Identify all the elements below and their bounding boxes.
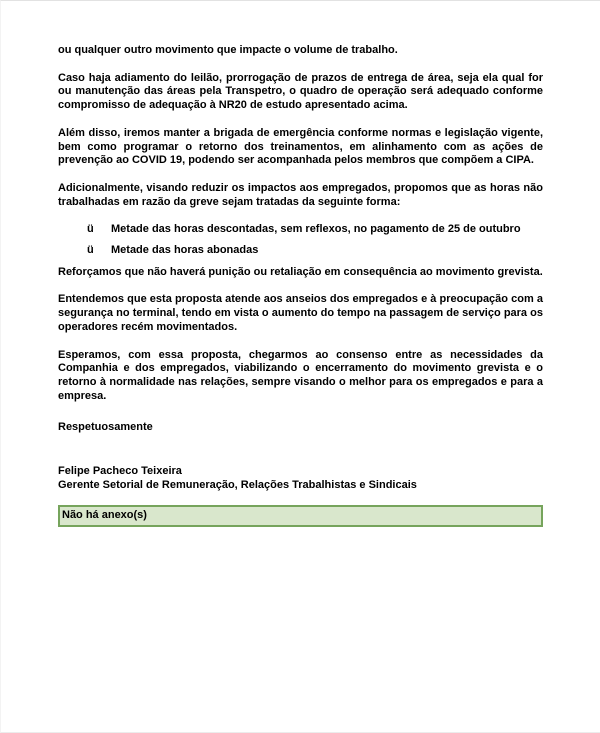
closing-salutation: Respetuosamente bbox=[58, 421, 153, 434]
signature-block bbox=[58, 465, 543, 492]
paragraph: ou qualquer outro movimento que impacte o volume de trabalho. bbox=[58, 44, 398, 56]
signature-role: Gerente Setorial de Remuneração, Relações Trabalhistas e Sindicais bbox=[58, 478, 417, 491]
paragraph: Reforçamos que não haverá punição ou retaliação em consequência ao movimento grevista. bbox=[58, 265, 543, 278]
list-item bbox=[87, 223, 543, 237]
bullet-list bbox=[58, 223, 543, 257]
paragraph: Além disso, iremos manter a brigada de emergência conforme normas e legislação vigente, bem como programar o retorno dos treinamentos, em alinhamento com as ações de prevenção ao COVID 19, podendo ser acompanhada pelos membros que compõem a CIPA. bbox=[58, 126, 543, 167]
list-item bbox=[87, 244, 543, 258]
list-item-text: Metade das horas descontadas, sem reflexos, no pagamento de 25 de outubro bbox=[111, 223, 521, 236]
paragraph: Esperamos, com essa proposta, chegarmos ao consenso entre as necessidades da Companhia e dos empregados, viabilizando o encerramento do movimento grevista e o retorno à normalidade nas relações, sempre visando o melhor para os empregados e para a empresa. bbox=[58, 348, 543, 402]
list-item-text: Metade das horas abonadas bbox=[111, 244, 259, 257]
letter-body bbox=[1, 1, 600, 527]
paragraph: Adicionalmente, visando reduzir os impactos aos empregados, propomos que as horas não trabalhadas em razão da greve sejam tratadas da seguinte forma: bbox=[58, 181, 543, 208]
checkmark-bullet-icon: ü bbox=[87, 244, 94, 257]
paragraph: Entendemos que esta proposta atende aos anseios dos empregados e à preocupação com a segurança no terminal, tendo em vista o aumento do tempo na passagem de serviço para os operadores recém movimentados. bbox=[58, 293, 543, 333]
attachments-label: Não há anexo(s) bbox=[62, 509, 147, 522]
paragraph: Caso haja adiamento do leilão, prorrogação de prazos de entrega de área, seja ela qual for ou manutenção das áreas pela Transpetro, o quadro de operação será adequado conforme compromisso de adequação à NR20 de estudo apresentado acima. bbox=[58, 71, 543, 112]
checkmark-bullet-icon: ü bbox=[87, 223, 94, 236]
signature-name: Felipe Pacheco Teixeira bbox=[58, 465, 182, 478]
attachments-bar bbox=[58, 505, 543, 527]
